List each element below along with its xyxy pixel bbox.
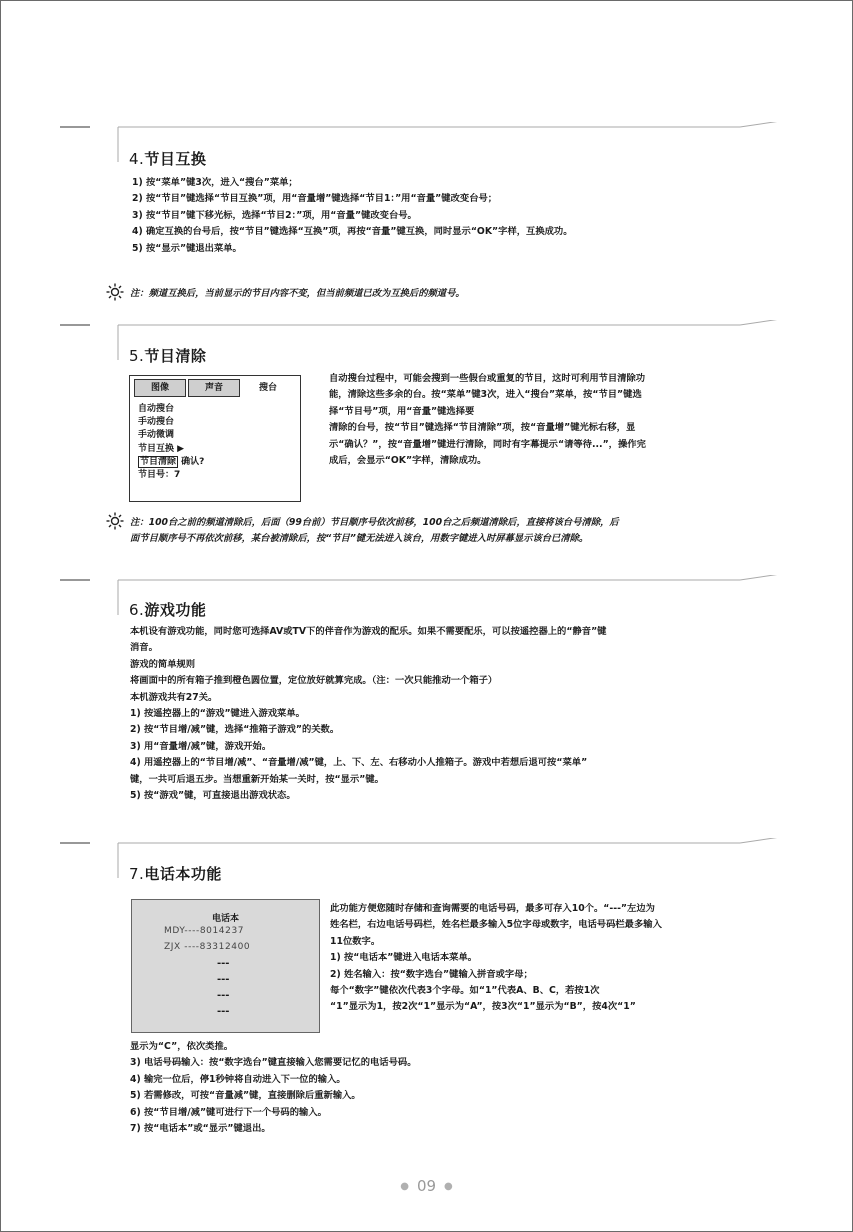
sun-icon (106, 512, 124, 530)
section-divider (0, 122, 853, 162)
menu-tab-sound: 声音 (188, 379, 240, 397)
body-line: 3) 按“节目”键下移光标，选择“节目2：”项，用“音量”键改变台号。 (132, 209, 417, 221)
body-line: 5) 若需修改，可按“音量减”键，直接删除后重新输入。 (130, 1090, 361, 1102)
tv-menu-illustration (129, 375, 301, 502)
menu-item: 自动搜台 (138, 404, 175, 414)
phonebook-empty-slot: --- (217, 990, 230, 1001)
section-body (130, 624, 606, 804)
body-line: 1) 按遥控器上的“游戏”键进入游戏菜单。 (130, 708, 305, 720)
menu-tab-picture: 图像 (134, 379, 186, 397)
menu-item: 节目互换 ▶ (138, 443, 185, 454)
bullet-icon: ● (444, 1181, 453, 1192)
body-line: 此功能方便您随时存储和查询需要的电话号码，最多可存入10个。“---”左边为 (330, 903, 655, 914)
body-line: 2) 按“节目增/减”键，选择“推箱子游戏”的关数。 (130, 724, 340, 736)
body-line: 将画面中的所有箱子推到橙色圆位置，定位放好就算完成。（注：一次只能推动一个箱子） (130, 675, 498, 687)
section-divider (0, 838, 853, 878)
body-line: 6) 按“节目增/减”键可进行下一个号码的输入。 (130, 1106, 327, 1118)
section-body (330, 901, 662, 1016)
note-line: 注：频道互换后，当前显示的节目内容不变，但当前频道已改为互换后的频道号。 (130, 288, 465, 299)
body-line: 7) 按“电话本”或“显示”键退出。 (130, 1123, 271, 1135)
sun-icon (106, 283, 124, 301)
section-title: 6.游戏功能 (129, 601, 207, 619)
section-divider (0, 320, 853, 360)
phonebook-empty-slot: --- (217, 958, 230, 969)
menu-tab-search: 搜台 (242, 379, 294, 397)
menu-confirm: 确认? (181, 456, 205, 467)
body-line: 择“节目号”项，用“音量”键选择要 (329, 405, 475, 417)
body-line: 示“确认？”，按“音量增”键进行清除，同时有字幕提示“请等待...”，操作完 (329, 438, 646, 450)
section-divider (0, 575, 853, 615)
body-line: 游戏的简单规则 (130, 658, 196, 670)
phonebook-empty-slot: --- (217, 974, 230, 985)
body-line: 4) 用遥控器上的“节目增/减”、“音量增/减”键，上、下、左、右移动小人推箱子。游戏中若想后退可按“菜单” (130, 757, 588, 769)
section-body (132, 175, 573, 257)
menu-program-number: 节目号：7 (138, 470, 181, 481)
body-line: 5) 按“显示”键退出菜单。 (132, 242, 242, 254)
note-line: 注：100台之前的频道清除后，后面（99台前）节目顺序号依次前移，100台之后频道清除后，直接将该台号清除，后 (130, 517, 619, 528)
phonebook-empty-slot: --- (217, 1006, 230, 1017)
body-line: 本机设有游戏功能，同时您可选择AV或TV下的伴音作为游戏的配乐。如果不需要配乐，可以按遥控器上的“静音”键 (130, 626, 607, 637)
menu-item: 手动微调 (138, 430, 175, 441)
phonebook-title: 电话本 (211, 914, 239, 924)
body-line: “1”显示为1，按2次“1”显示为“A”，按3次“1”显示为“B”，按4次“1” (330, 1001, 636, 1013)
body-line: 键，一共可后退五步。当想重新开始某一关时，按“显示”键。 (130, 773, 384, 785)
section-body (329, 371, 646, 469)
note-line: 面节目顺序号不再依次前移，某台被清除后，按“节目”键无法进入该台，用数字键进入时屏幕显示该台已清除。 (130, 533, 589, 545)
body-line: 2) 姓名输入：按“数字选台”键输入拼音或字母； (330, 968, 533, 980)
menu-item: 手动搜台 (138, 417, 175, 428)
section-body-continued (130, 1039, 417, 1137)
phonebook-entry: MDY----8014237 (164, 926, 245, 936)
body-line: 清除的台号，按“节目”键选择“节目清除”项，按“音量增”键光标右移，显 (329, 422, 636, 434)
body-line: 显示为“C”，依次类推。 (130, 1041, 234, 1052)
body-line: 2) 按“节目”键选择“节目互换”项，用“音量增”键选择“节目1：”用“音量”键改变台号； (132, 193, 498, 205)
body-line: 5) 按“游戏”键，可直接退出游戏状态。 (130, 790, 296, 802)
body-line: 3) 电话号码输入：按“数字选台”键直接输入您需要记忆的电话号码。 (130, 1057, 417, 1069)
body-line: 4) 确定互换的台号后，按“节目”键选择“互换”项，再按“音量”键互换，同时显示“OK”字样，互换成功。 (132, 226, 573, 238)
body-line: 姓名栏，右边电话号码栏，姓名栏最多输入5位字母或数字，电话号码栏最多输入 (330, 919, 662, 931)
bullet-icon: ● (400, 1181, 409, 1192)
section-title: 7.电话本功能 (129, 865, 222, 883)
body-line: 4) 输完一位后，停1秒钟将自动进入下一位的输入。 (130, 1073, 346, 1085)
body-line: 能，清除这些多余的台。按“菜单”键3次，进入“搜台”菜单，按“节目”键选 (329, 389, 642, 401)
body-line: 消音。 (130, 642, 158, 654)
menu-item-selected (138, 456, 300, 469)
phonebook-illustration (131, 899, 320, 1033)
body-line: 本机游戏共有27关。 (130, 691, 218, 703)
body-line: 每个“数字”键依次代表3个字母。如“1”代表A、B、C，若按1次 (330, 985, 600, 997)
body-line: 1) 按“菜单”键3次，进入“搜台”菜单； (132, 177, 298, 188)
page-number: ● 09 ● (400, 1177, 453, 1195)
section-title: 5.节目清除 (129, 347, 207, 365)
body-line: 11位数字。 (330, 935, 381, 947)
body-line: 1) 按“电话本”键进入电话本菜单。 (330, 952, 478, 964)
section-title: 4.节目互换 (129, 150, 207, 168)
body-line: 自动搜台过程中，可能会搜到一些假台或重复的节目，这时可利用节目清除功 (329, 373, 646, 384)
menu-selected-label: 节目清除 (140, 456, 177, 467)
body-line: 成后，会显示“OK”字样，清除成功。 (329, 455, 487, 467)
body-line: 3) 用“音量增/减”键，游戏开始。 (130, 740, 272, 752)
phonebook-entry: ZJX ----83312400 (164, 942, 251, 952)
